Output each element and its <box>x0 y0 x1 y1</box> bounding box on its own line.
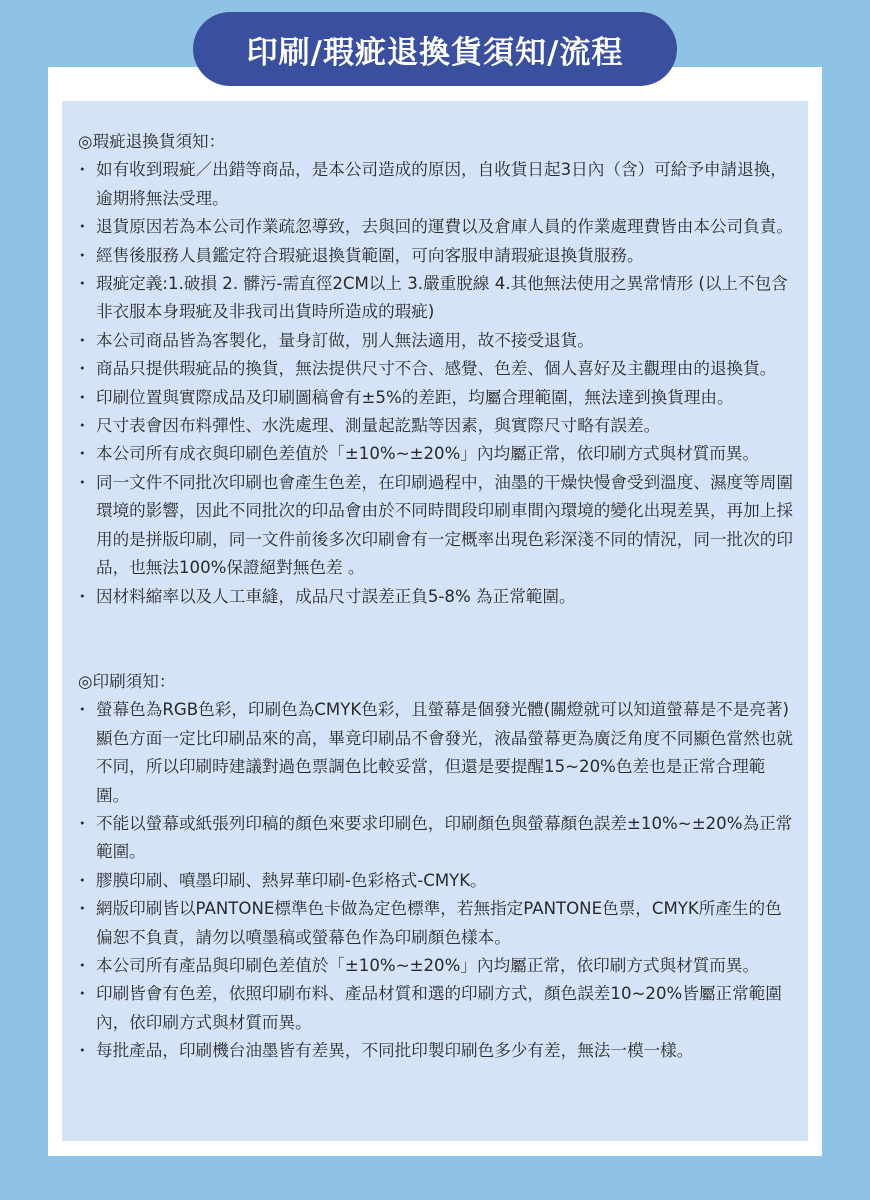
page-title: 印刷/瑕疵退換貨須知/流程 <box>193 12 677 86</box>
list-item: ・ 本公司所有產品與印刷色差值於「±10%~±20%」內均屬正常，依印刷方式與材質而異。 <box>74 952 798 980</box>
list-item: ・ 商品只提供瑕疵品的換貨，無法提供尺寸不合、感覺、色差、個人喜好及主觀理由的退換貨。 <box>74 355 798 383</box>
list-item: ・ 瑕疵定義:1.破損 2. 髒污-需直徑2CM以上 3.嚴重脫線 4.其他無法使用之異常情形 (以上不包含非衣服本身瑕疵及非我司出貨時所造成的瑕疵) <box>74 270 798 327</box>
list-item: ・ 螢幕色為RGB色彩，印刷色為CMYK色彩，且螢幕是個發光體(關燈就可以知道螢幕是不是亮著)顯色方面一定比印刷品來的高，畢竟印刷品不會發光，液晶螢幕更為廣泛角度不同顯色當然也就不同，所以印刷時建議對過色票調色比較妥當，但還是要提醒15~20%色差也是正常合理範圍。 <box>74 696 798 810</box>
section-heading: ◎印刷須知： <box>78 671 176 691</box>
list-item: ・ 印刷位置與實際成品及印刷圖稿會有±5%的差距，均屬合理範圍，無法達到換貨理由。 <box>74 384 798 412</box>
list-item: ・ 膠膜印刷、噴墨印刷、熱昇華印刷-色彩格式-CMYK。 <box>74 867 798 895</box>
list-item: ・ 本公司所有成衣與印刷色差值於「±10%~±20%」內均屬正常，依印刷方式與材質而異。 <box>74 440 798 468</box>
list-item: ・ 印刷皆會有色差，依照印刷布料、產品材質和選的印刷方式，顏色誤差10~20%皆屬正常範圍內，依印刷方式與材質而異。 <box>74 980 798 1037</box>
list-item: ・ 經售後服務人員鑑定符合瑕疵退換貨範圍，可向客服申請瑕疵退換貨服務。 <box>74 242 798 270</box>
section-heading: ◎瑕疵退換貨須知： <box>78 132 226 151</box>
list-item: ・ 不能以螢幕或紙張列印稿的顏色來要求印刷色，印刷顏色與螢幕顏色誤差±10%~±20%為正常範圍。 <box>74 810 798 867</box>
list-item: ・ 同一文件不同批次印刷也會產生色差，在印刷過程中，油墨的干燥快慢會受到溫度、濕度等周圍環境的影響，因此不同批次的印品會由於不同時間段印刷車間內環境的變化出現差異，再加上採用的是拼版印刷，同一文件前後多次印刷會有一定概率出現色彩深淺不同的情況，同一批次的印品，也無法100%保證絕對無色差 。 <box>74 469 798 583</box>
list-item: ・ 尺寸表會因布料彈性、水洗處理、測量起訖點等因素，與實際尺寸略有誤差。 <box>74 412 798 440</box>
list-item: ・ 退貨原因若為本公司作業疏忽導致，去與回的運費以及倉庫人員的作業處理費皆由本公司負責。 <box>74 213 798 241</box>
defect-return-section <box>74 128 798 611</box>
list-item: ・ 如有收到瑕疵／出錯等商品，是本公司造成的原因，自收貨日起3日內（含）可給予申請退換，逾期將無法受理。 <box>74 156 798 213</box>
list-item: ・ 每批產品，印刷機台油墨皆有差異，不同批印製印刷色多少有差，無法一模一樣。 <box>74 1037 798 1065</box>
list-item: ・ 因材料縮率以及人工車縫，成品尺寸誤差正負5-8% 為正常範圍。 <box>74 583 798 611</box>
list-item: ・ 網版印刷皆以PANTONE標準色卡做為定色標準，若無指定PANTONE色票，CMYK所產生的色偏恕不負責，請勿以噴墨稿或螢幕色作為印刷顏色樣本。 <box>74 895 798 952</box>
defect-return-list <box>74 156 798 611</box>
section-spacer <box>74 611 798 668</box>
list-item: ・ 本公司商品皆為客製化，量身訂做，別人無法適用，故不接受退貨。 <box>74 327 798 355</box>
notice-content <box>74 128 798 1066</box>
printing-notice-section <box>74 668 798 1066</box>
printing-notice-list <box>74 696 798 1065</box>
